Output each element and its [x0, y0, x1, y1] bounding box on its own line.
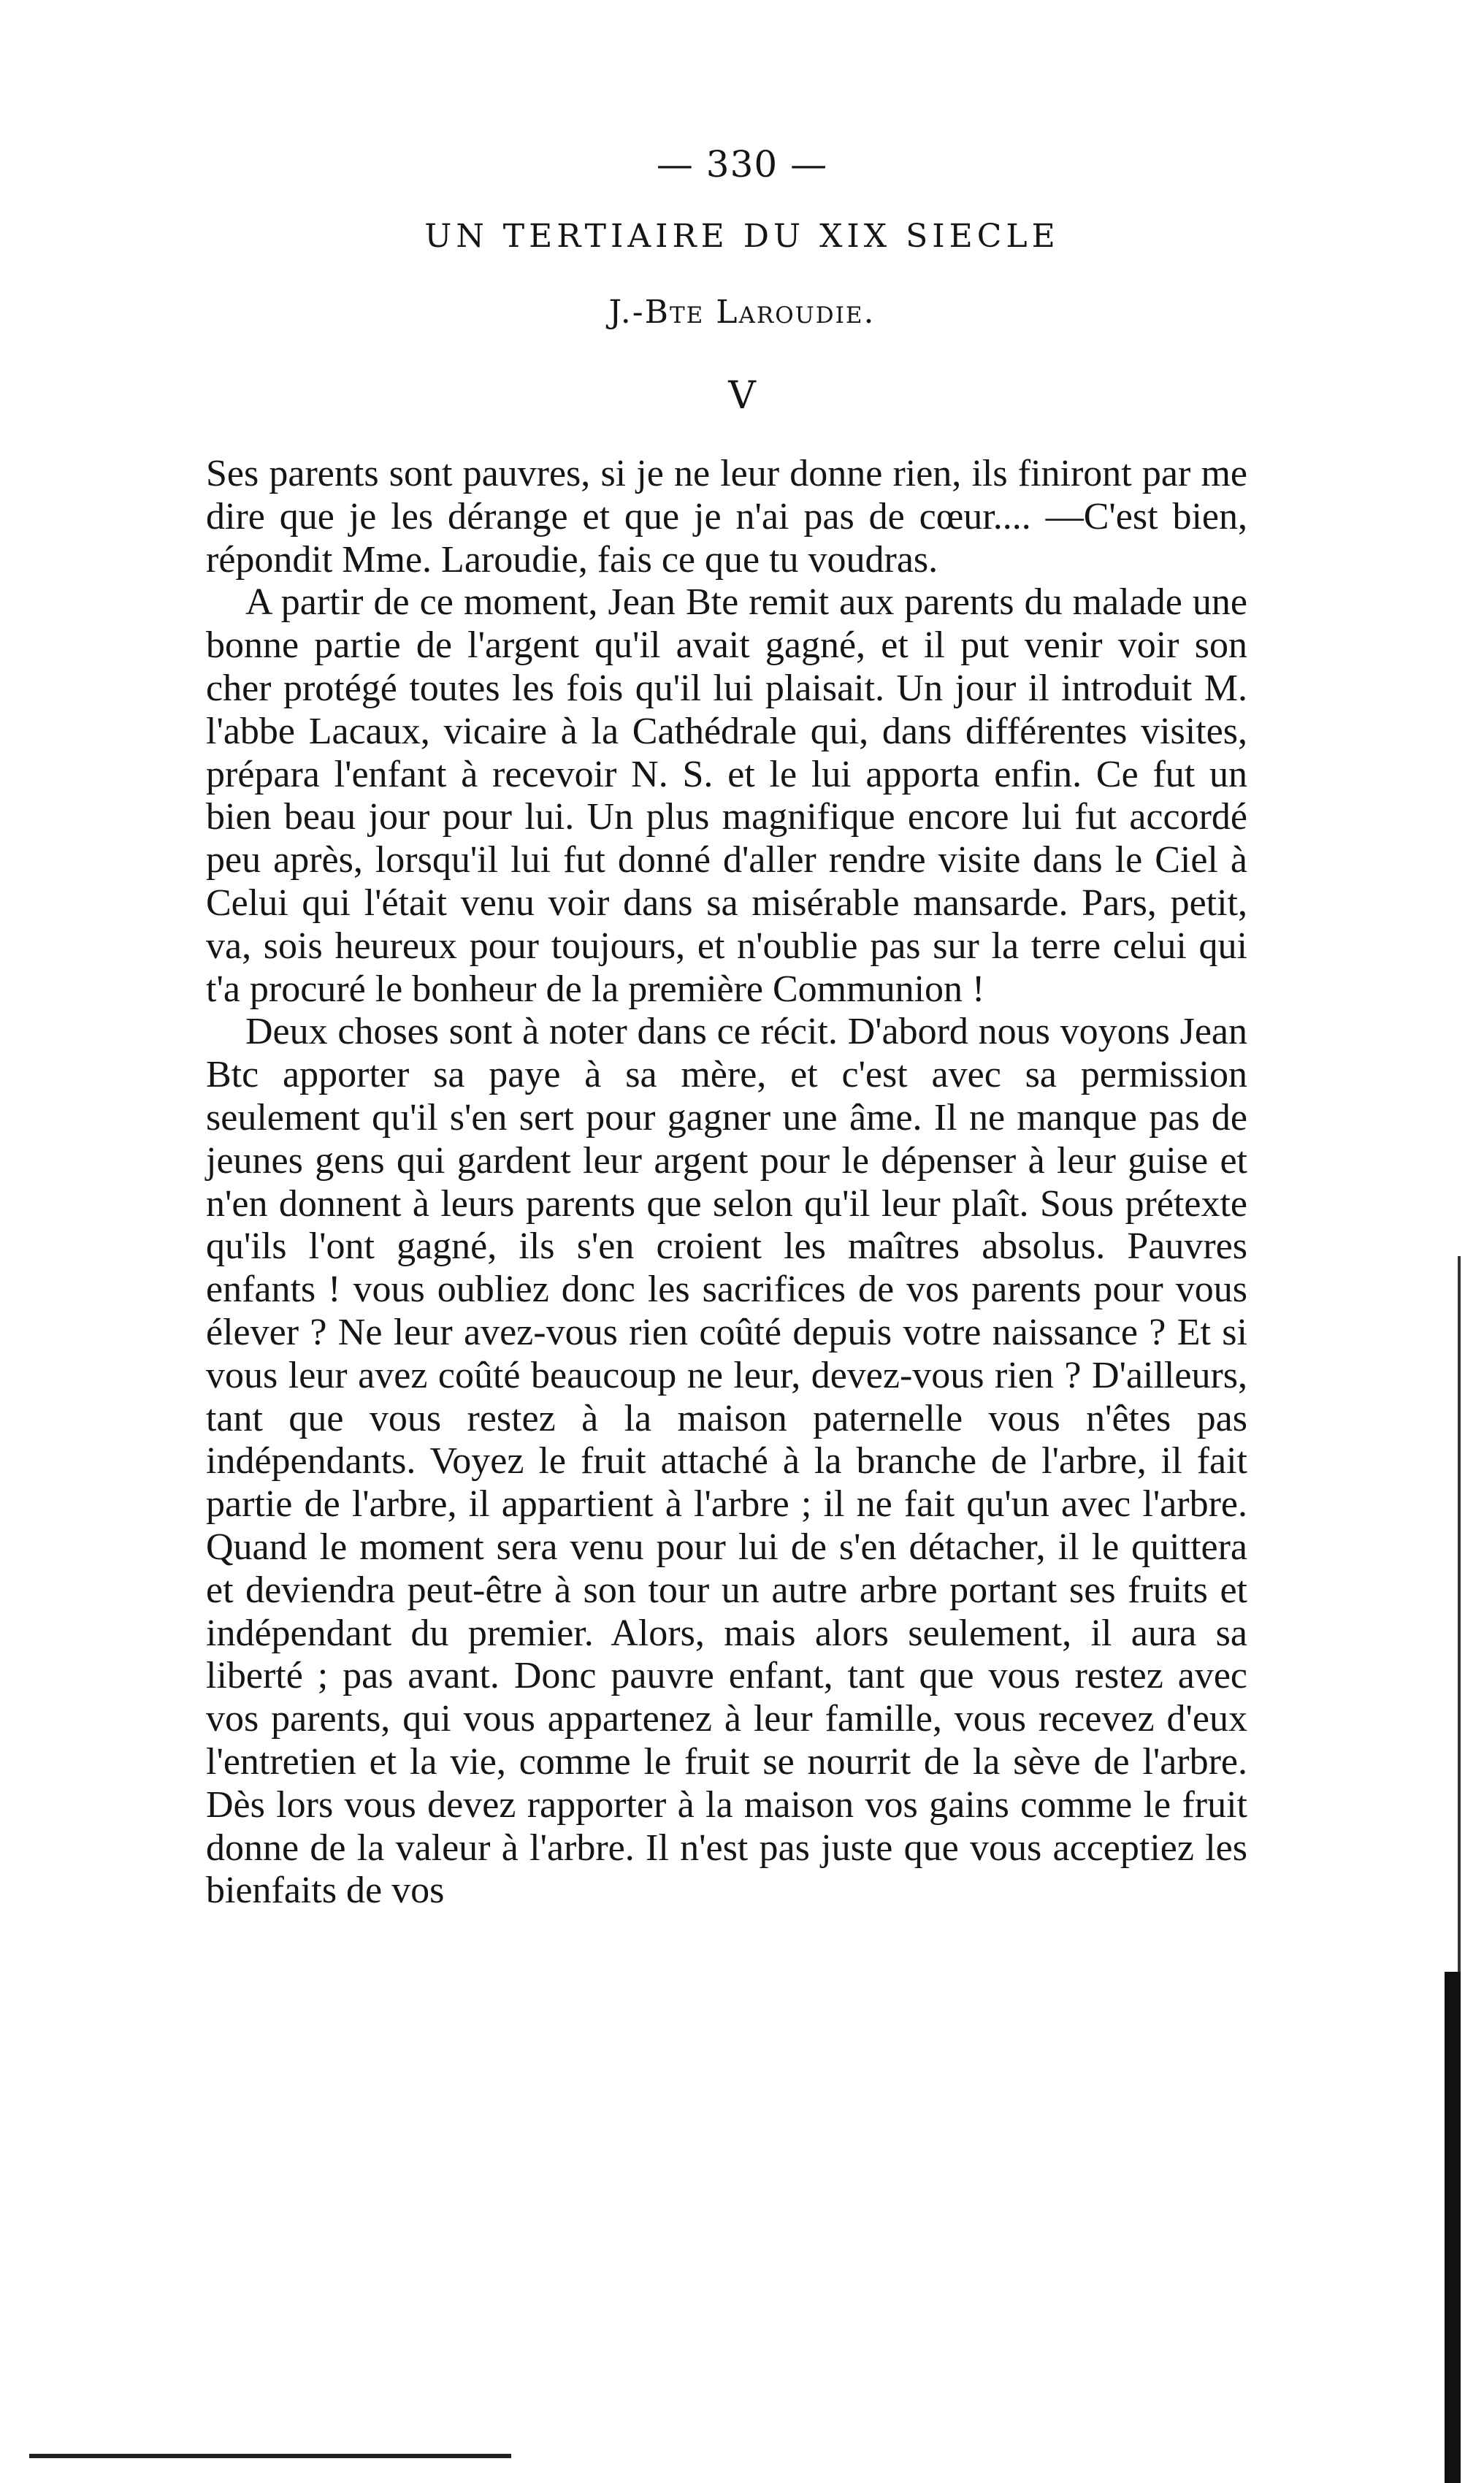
series-title: UN TERTIAIRE DU XIX SIECLE: [424, 218, 1060, 255]
page-number: — 330 —: [656, 143, 828, 185]
paragraph-3: Deux choses sont à noter dans ce récit. D'abord nous voyons Jean Btc apporter sa paye à sa mère, et c'est avec sa permission seulement qu'il s'en sert pour gagner une âme. Il ne manque pas de jeunes gens qui gardent leur argent pour le dépenser à leur guise et n'en donnent à leurs parents que selon qu'il leur plaît. Sous prétexte qu'ils l'ont gagné, ils s'en croient les maîtres absolus. Pauvres enfants ! vous oubliez donc les sacrifices de vos parents pour vous élever ? Ne leur avez-vous rien coûté depuis votre naissance ? Et si vous leur avez coûté beaucoup ne leur, devez-vous rien ? D'ailleurs, tant que vous restez à la maison paternelle vous n'êtes pas indépendants. Voyez le fruit attaché à la branche de l'arbre, il fait partie de l'arbre, il appartient à l'arbre ; il ne fait qu'un avec l'arbre. Quand le moment sera venu pour lui de s'en détacher, il le quittera et deviendra peut-être à son tour un autre arbre portant ses fruits et indépendant du premier. Alors, mais alors seulement, il aura sa liberté ; pas avant. Donc pauvre enfant, tant que vous restez avec vos parents, qui vous appartenez à leur famille, vous recevez d'eux l'entretien et la vie, comme le fruit se nourrit de la sève de l'arbre. Dès lors vous devez rapporter à la maison vos gains comme le fruit donne de la valeur à l'arbre. Il n'est pas juste que vous acceptiez les bienfaits de vos: [206, 1011, 1247, 1912]
chapter-number: V: [728, 374, 756, 418]
bottom-scan-rule: [29, 2454, 511, 2458]
body-text: [206, 453, 1247, 1913]
paragraph-1: Ses parents sont pauvres, si je ne leur donne rien, ils finiront par me dire que je les dérange et que je n'ai pas de cœur.... —C'est bien, répondit Mme. Laroudie, fais ce que tu voudras.: [206, 453, 1247, 581]
paragraph-2: A partir de ce moment, Jean Bte remit aux parents du malade une bonne partie de l'argent qu'il avait gagné, et il put venir voir son cher protégé toutes les fois qu'il lui plaisait. Un jour il introduit M. l'abbe Lacaux, vicaire à la Cathédrale qui, dans différentes visites, prépara l'enfant à recevoir N. S. et le lui apporta enfin. Ce fut un bien beau jour pour lui. Un plus magnifique encore lui fut accordé peu après, lorsqu'il lui fut donné d'aller rendre visite dans le Ciel à Celui qui l'était venu voir dans sa misérable mansarde. Pars, petit, va, sois heureux pour toujours, et n'oublie pas sur la terre celui qui t'a procuré le bonheur de la première Communion !: [206, 581, 1247, 1010]
author-heading: J.-Bte Laroudie.: [608, 294, 876, 331]
binding-edge-shadow: [1458, 1256, 1461, 1972]
binding-edge-bar: [1445, 1972, 1461, 2483]
